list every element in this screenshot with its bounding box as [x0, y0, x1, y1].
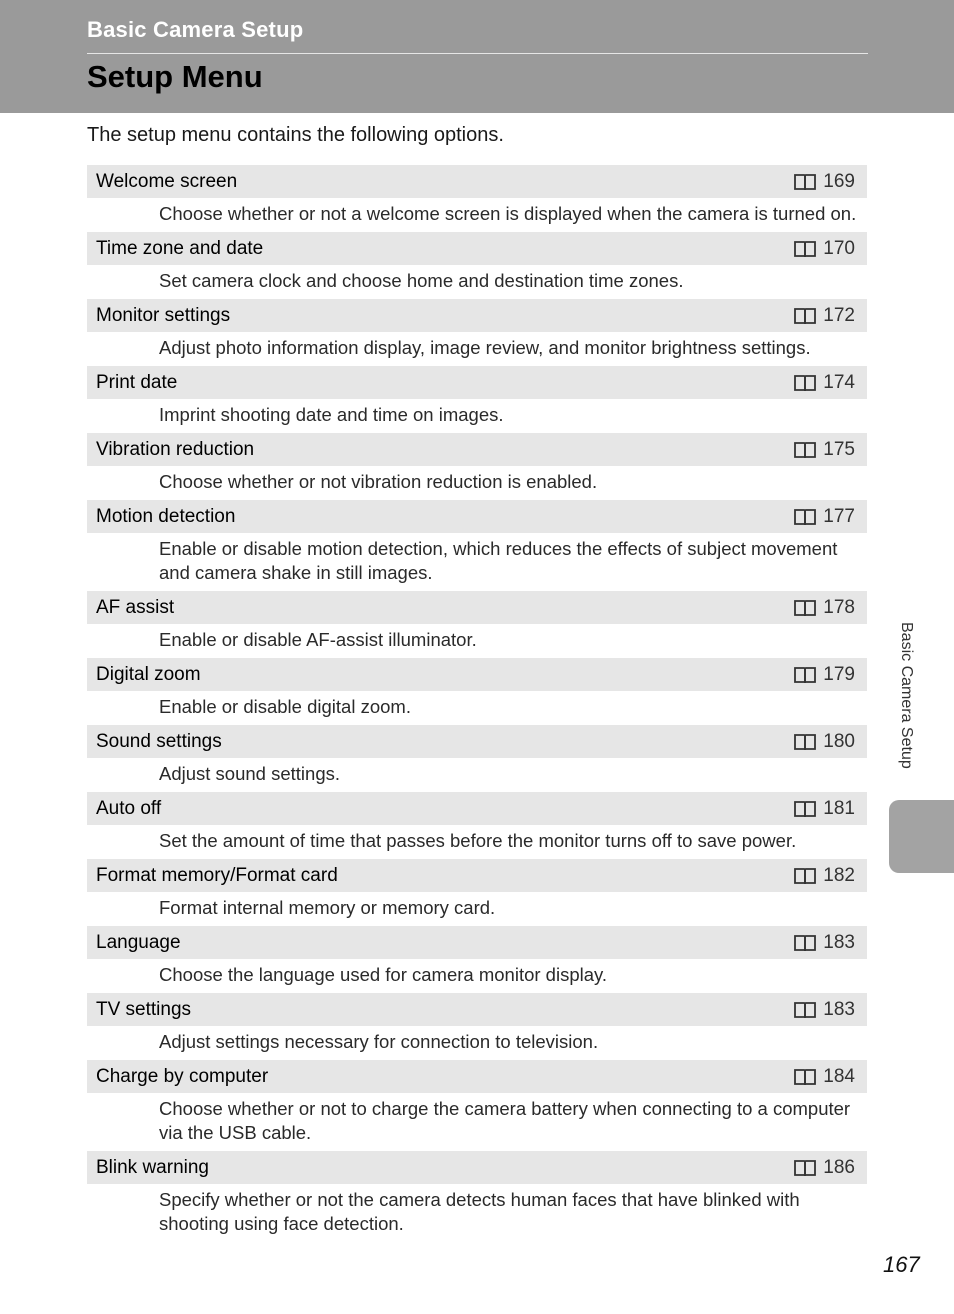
- page-ref-number: 186: [823, 1156, 855, 1178]
- option-name: Charge by computer: [96, 1065, 269, 1087]
- page-number: 167: [883, 1252, 920, 1277]
- option-description: Imprint shooting date and time on images.: [159, 404, 504, 425]
- option-description: Adjust sound settings.: [159, 763, 340, 784]
- option-row: [87, 591, 867, 624]
- option-row: [87, 1060, 867, 1093]
- book-icon: [793, 732, 817, 752]
- side-tab-marker: [889, 800, 954, 873]
- option-row: [87, 299, 867, 332]
- option-row: [87, 658, 867, 691]
- option-description: Choose the language used for camera monitor display.: [159, 964, 608, 985]
- option-name: Vibration reduction: [96, 438, 255, 460]
- page-ref-number: 183: [823, 998, 855, 1020]
- book-icon: [793, 1067, 817, 1087]
- option-description: Enable or disable motion detection, which reduces the effects of subject movement and camera shake in still images.: [159, 538, 838, 583]
- option-row: [87, 725, 867, 758]
- option-name: Monitor settings: [96, 304, 231, 326]
- page-title: Setup Menu: [87, 59, 263, 94]
- option-row: [87, 859, 867, 892]
- page-ref-number: 177: [823, 505, 855, 527]
- option-row: [87, 433, 867, 466]
- page-ref-number: 181: [823, 797, 855, 819]
- option-row: [87, 1151, 867, 1184]
- options-table: [87, 165, 867, 1242]
- option-name: Digital zoom: [96, 663, 201, 685]
- page-ref-number: 175: [823, 438, 855, 460]
- page-ref-number: 172: [823, 304, 855, 326]
- intro-text: The setup menu contains the following options.: [87, 124, 504, 146]
- book-icon: [793, 507, 817, 527]
- page-ref-number: 183: [823, 931, 855, 953]
- page-reference: [793, 171, 855, 193]
- option-description: Choose whether or not vibration reduction is enabled.: [159, 471, 598, 492]
- page-reference: [793, 597, 855, 619]
- option-name: Auto off: [96, 797, 162, 819]
- page-reference: [793, 305, 855, 327]
- option-name: Time zone and date: [96, 237, 264, 259]
- option-row: [87, 165, 867, 198]
- option-row: [87, 366, 867, 399]
- book-icon: [793, 239, 817, 259]
- book-icon: [793, 1158, 817, 1178]
- book-icon: [793, 665, 817, 685]
- option-description: Choose whether or not to charge the camera battery when connecting to a computer via the USB cable.: [159, 1098, 851, 1143]
- page-reference: [793, 238, 855, 260]
- page-ref-number: 170: [823, 237, 855, 259]
- option-description: Set the amount of time that passes before the monitor turns off to save power.: [159, 830, 797, 851]
- option-row: [87, 926, 867, 959]
- option-description: Enable or disable digital zoom.: [159, 696, 411, 717]
- option-row: [87, 500, 867, 533]
- option-name: TV settings: [96, 998, 192, 1020]
- section-title: Basic Camera Setup: [87, 17, 304, 42]
- option-name: Sound settings: [96, 730, 222, 752]
- page-reference: [793, 664, 855, 686]
- book-icon: [793, 440, 817, 460]
- option-name: Language: [96, 931, 181, 953]
- option-name: Welcome screen: [96, 170, 238, 192]
- option-description: Choose whether or not a welcome screen is displayed when the camera is turned on.: [159, 203, 857, 224]
- option-name: Blink warning: [96, 1156, 209, 1178]
- option-description: Adjust settings necessary for connection to television.: [159, 1031, 599, 1052]
- option-description: Enable or disable AF-assist illuminator.: [159, 629, 477, 650]
- page-reference: [793, 372, 855, 394]
- option-row: [87, 792, 867, 825]
- page-reference: [793, 506, 855, 528]
- option-description: Adjust photo information display, image review, and monitor brightness settings.: [159, 337, 811, 358]
- option-name: AF assist: [96, 596, 175, 618]
- page-ref-number: 178: [823, 596, 855, 618]
- option-description: Format internal memory or memory card.: [159, 897, 496, 918]
- page-reference: [793, 1157, 855, 1179]
- page-reference: [793, 999, 855, 1021]
- option-row: [87, 993, 867, 1026]
- option-row: [87, 232, 867, 265]
- page-reference: [793, 1066, 855, 1088]
- page-ref-number: 180: [823, 730, 855, 752]
- page-ref-number: 179: [823, 663, 855, 685]
- book-icon: [793, 172, 817, 192]
- book-icon: [793, 373, 817, 393]
- page-reference: [793, 865, 855, 887]
- header-divider: [87, 53, 868, 54]
- page-reference: [793, 798, 855, 820]
- book-icon: [793, 866, 817, 886]
- book-icon: [793, 1000, 817, 1020]
- page-ref-number: 184: [823, 1065, 855, 1087]
- page-reference: [793, 932, 855, 954]
- page-ref-number: 182: [823, 864, 855, 886]
- book-icon: [793, 799, 817, 819]
- option-description: Specify whether or not the camera detects human faces that have blinked with shooting using face detection.: [159, 1189, 800, 1234]
- option-name: Print date: [96, 371, 178, 393]
- page-ref-number: 169: [823, 170, 855, 192]
- page-reference: [793, 731, 855, 753]
- book-icon: [793, 306, 817, 326]
- option-name: Motion detection: [96, 505, 236, 527]
- option-name: Format memory/Format card: [96, 864, 338, 886]
- book-icon: [793, 933, 817, 953]
- page-reference: [793, 439, 855, 461]
- page-ref-number: 174: [823, 371, 855, 393]
- side-tab-label: Basic Camera Setup: [898, 622, 915, 769]
- book-icon: [793, 598, 817, 618]
- option-description: Set camera clock and choose home and destination time zones.: [159, 270, 684, 291]
